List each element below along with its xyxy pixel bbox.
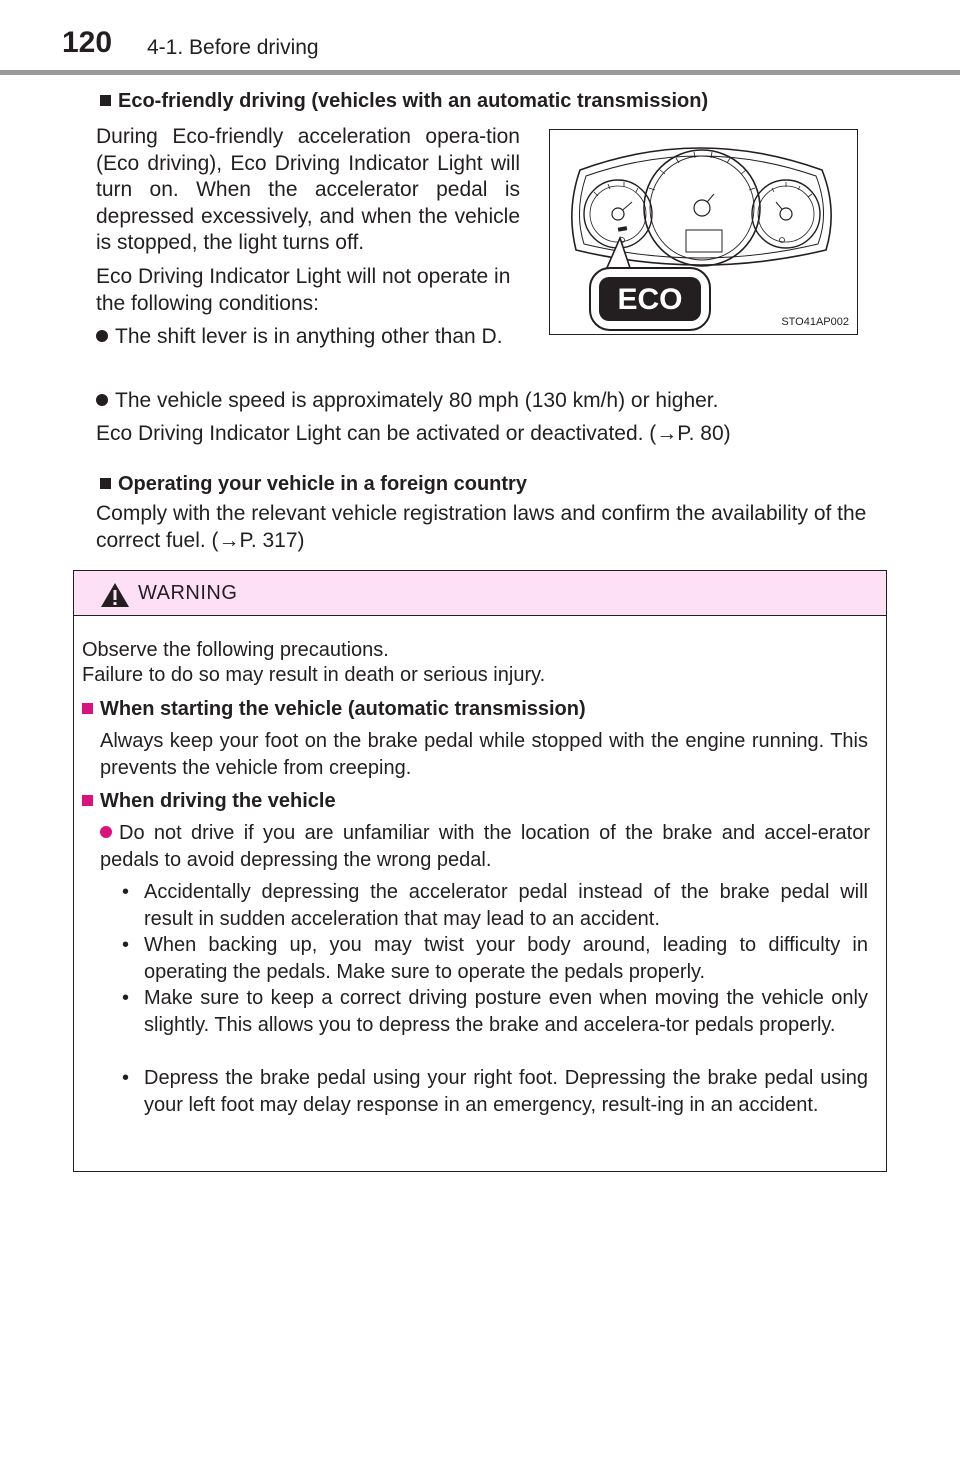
page-header — [0, 0, 960, 76]
eco-paragraph-2: Eco Driving Indicator Light will not operate in the following conditions: — [96, 265, 511, 315]
round-bullet-icon — [96, 394, 108, 406]
warning-header — [74, 571, 886, 616]
warning-intro-1: Observe the following precautions. — [82, 639, 389, 661]
instrument-cluster-illustration — [550, 130, 857, 334]
foreign-heading — [100, 473, 527, 496]
square-bullet-icon — [100, 95, 111, 106]
section-title: 4-1. Before driving — [147, 36, 319, 59]
eco-heading — [100, 90, 708, 113]
eco-indicator-label: ECO — [617, 283, 683, 316]
figure-code: STO41AP002 — [781, 316, 849, 328]
foreign-text: Comply with the relevant vehicle registration laws and confirm the availability of the correct fuel. (→P. 317) — [96, 502, 867, 552]
warning-title: WARNING — [138, 582, 238, 604]
warning-heading-2: When driving the vehicle — [82, 788, 336, 815]
warning-subitem: • When backing up, you may twist your body around, leading to difficulty in operating the pedals. Make sure to operate the pedals properly. — [122, 934, 868, 983]
warning-subitem: • Accidentally depressing the accelerator pedal instead of the brake pedal will result in sudden acceleration that may lead to an accident. — [122, 881, 868, 930]
square-bullet-icon — [100, 478, 111, 489]
eco-bullet-2: The vehicle speed is approximately 80 mph (130 km/h) or higher. — [96, 388, 718, 415]
warning-heading-1: When starting the vehicle (automatic transmission) — [82, 696, 586, 723]
square-bullet-icon — [82, 795, 93, 806]
eco-bullet-1: The shift lever is in anything other than D. — [96, 324, 526, 351]
eco-heading-text: Eco-friendly driving (vehicles with an automatic transmission) — [118, 90, 709, 112]
warning-bullet-1: Do not drive if you are unfamiliar with the location of the brake and accel-erator pedals to avoid depressing the wrong pedal. — [100, 822, 870, 871]
warning-subitem: • Make sure to keep a correct driving posture even when moving the vehicle only slightly. This allows you to depress the brake and accelera-tor pedals properly. — [122, 987, 868, 1036]
page-number: 120 — [62, 26, 113, 59]
eco-paragraph-3: Eco Driving Indicator Light can be activated or deactivated. (→P. 80) — [96, 422, 731, 445]
warning-subitem: • Depress the brake pedal using your right foot. Depressing the brake pedal using your left foot may delay response in an emergency, result-ing in an accident. — [122, 1067, 868, 1116]
warning-text-1: Always keep your foot on the brake pedal while stopped with the engine running. This prevents the vehicle from creeping. — [100, 730, 868, 779]
eco-paragraph-1: During Eco-friendly acceleration opera-tion (Eco driving), Eco Driving Indicator Light will turn on. When the accelerator pedal is depressed excessively, and when the vehicle is stopped, the light turns off. — [96, 125, 520, 254]
square-bullet-icon — [82, 703, 93, 714]
warning-box — [73, 570, 887, 1172]
header-rule — [0, 70, 960, 75]
warning-triangle-icon — [100, 582, 130, 608]
round-bullet-icon — [100, 826, 112, 838]
warning-intro-2: Failure to do so may result in death or serious injury. — [82, 664, 546, 686]
foreign-heading-text: Operating your vehicle in a foreign country — [118, 473, 527, 495]
round-bullet-icon — [96, 330, 108, 342]
instrument-cluster-figure — [549, 129, 858, 335]
